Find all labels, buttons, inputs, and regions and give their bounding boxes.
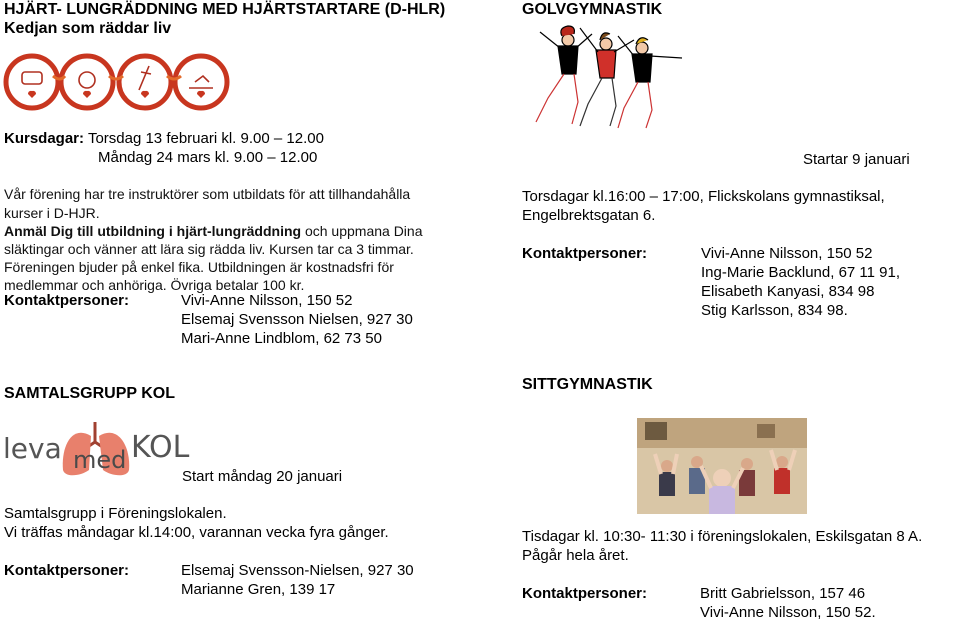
kol-start: Start måndag 20 januari — [182, 468, 343, 485]
sitt-line-2: Pågår hela året. — [522, 547, 629, 564]
hlr-para-6: medlemmar och anhöriga. Övriga betalar 100 kr. — [4, 277, 305, 293]
logo-leva: leva — [3, 432, 62, 465]
hlr-subtitle: Kedjan som räddar liv — [4, 20, 172, 37]
dancers-illustration — [518, 22, 686, 132]
logo-med: med — [73, 446, 127, 474]
kursdagar-label: Kursdagar: — [4, 130, 85, 147]
hlr-title: HJÄRT- LUNGRÄDDNING MED HJÄRTSTARTARE (D-HLR) — [4, 1, 446, 18]
hlr-para-3 — [4, 222, 423, 240]
hlr-para-3-rest: och uppmana Dina — [301, 223, 423, 239]
kol-line-2: Vi träffas måndagar kl.14:00, varannan vecka fyra gånger. — [4, 524, 389, 541]
sitt-contact-1: Britt Gabrielsson, 157 46 — [700, 585, 866, 602]
golv-contact-label: Kontaktpersoner: — [522, 245, 648, 262]
golv-start: Startar 9 januari — [803, 151, 910, 168]
golv-line-2: Engelbrektsgatan 6. — [522, 207, 656, 224]
hlr-contact-2: Elsemaj Svensson Nielsen, 927 30 — [181, 311, 413, 328]
seated-exercise-photo — [637, 418, 807, 514]
sitt-title: SITTGYMNASTIK — [522, 376, 653, 393]
logo-kol: KOL — [131, 430, 190, 465]
hlr-contact-1: Vivi-Anne Nilsson, 150 52 — [181, 292, 353, 309]
golv-contact-3: Elisabeth Kanyasi, 834 98 — [701, 283, 875, 300]
hlr-para-2: kurser i D-HJR. — [4, 205, 100, 221]
golv-contact-4: Stig Karlsson, 834 98. — [701, 302, 848, 319]
golv-line-1: Torsdagar kl.16:00 – 17:00, Flickskolans gymnastiksal, — [522, 188, 885, 205]
sitt-contact-2: Vivi-Anne Nilsson, 150 52. — [700, 604, 876, 621]
hlr-contact-3: Mari-Anne Lindblom, 62 73 50 — [181, 330, 382, 347]
kol-contact-2: Marianne Gren, 139 17 — [181, 581, 336, 598]
leva-med-kol-logo — [3, 418, 188, 484]
kol-contact-label: Kontaktpersoner: — [4, 562, 130, 579]
hlr-para-5: Föreningen bjuder på enkel fika. Utbildningen är kostnadsfri för — [4, 259, 394, 275]
kursdag-1: Torsdag 13 februari kl. 9.00 – 12.00 — [87, 130, 324, 147]
golv-contact-2: Ing-Marie Backlund, 67 11 91, — [701, 264, 901, 281]
hlr-para-4: släktingar och vänner att lära sig rädda liv. Kursen tar ca 3 timmar. — [4, 241, 414, 257]
chain-of-survival-logo — [3, 52, 231, 112]
golv-contact-1: Vivi-Anne Nilsson, 150 52 — [701, 245, 873, 262]
golv-title: GOLVGYMNASTIK — [522, 1, 663, 18]
kol-line-1: Samtalsgrupp i Föreningslokalen. — [4, 505, 227, 522]
sitt-contact-label: Kontaktpersoner: — [522, 585, 648, 602]
hlr-signup-text: Anmäl Dig till utbildning i hjärt-lungräddning — [4, 223, 302, 239]
kursdag-2: Måndag 24 mars kl. 9.00 – 12.00 — [98, 149, 318, 166]
sitt-line-1: Tisdagar kl. 10:30- 11:30 i föreningslokalen, Eskilsgatan 8 A. — [522, 528, 923, 545]
hlr-contact-label: Kontaktpersoner: — [4, 292, 130, 309]
kol-contact-1: Elsemaj Svensson-Nielsen, 927 30 — [181, 562, 414, 579]
kol-title: SAMTALSGRUPP KOL — [4, 385, 175, 402]
hlr-para-1: Vår förening har tre instruktörer som utbildats för att tillhandahålla — [4, 186, 411, 202]
